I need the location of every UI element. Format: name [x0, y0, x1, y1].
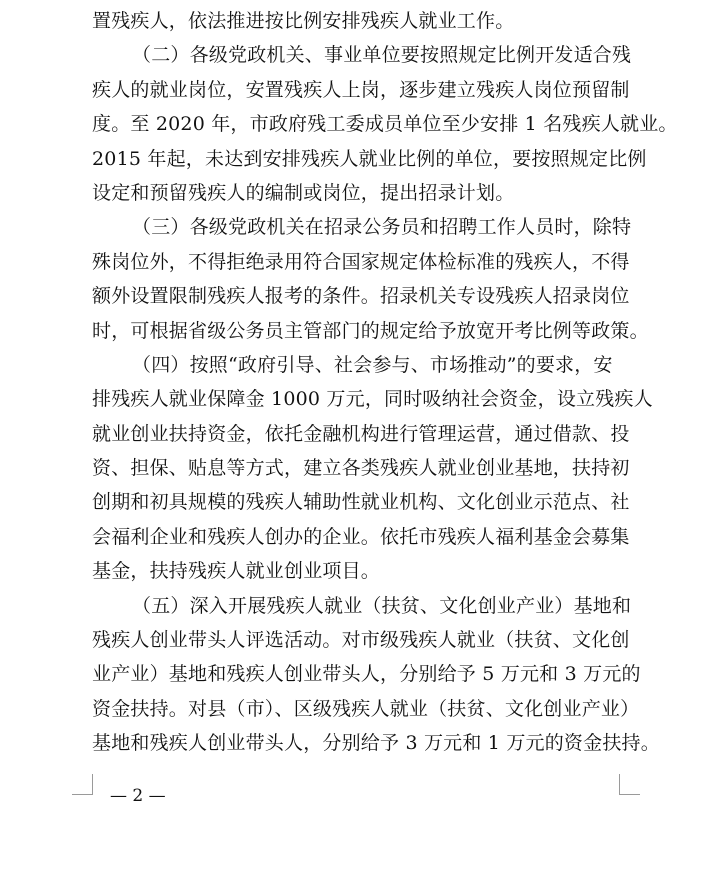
text-line: 残疾人创业带头人评选活动。对市级残疾人就业（扶贫、文化创 — [92, 629, 630, 652]
paragraph-start-line: （三）各级党政机关在招录公务员和招聘工作人员时，除特 — [132, 216, 632, 239]
text-line: 额外设置限制残疾人报考的条件。招录机关专设残疾人招录岗位 — [92, 285, 630, 308]
text-line: 业产业）基地和残疾人创业带头人，分别给予 5 万元和 3 万元的 — [92, 663, 641, 686]
text-line: 疾人的就业岗位，安置残疾人上岗，逐步建立残疾人岗位预留制 — [92, 78, 630, 101]
text-line: 创期和初具规模的残疾人辅助性就业机构、文化创业示范点、社 — [92, 491, 630, 514]
text-line: 时，可根据省级公务员主管部门的规定给予放宽开考比例等政策。 — [92, 319, 649, 342]
margin-corner-right — [619, 774, 640, 795]
text-line: 基金，扶持残疾人就业创业项目。 — [92, 560, 381, 583]
text-line: 设定和预留残疾人的编制或岗位，提出招录计划。 — [92, 181, 515, 204]
text-line: 基地和残疾人创业带头人，分别给予 3 万元和 1 万元的资金扶持。 — [92, 732, 660, 755]
text-line: 置残疾人，依法推进按比例安排残疾人就业工作。 — [92, 10, 515, 32]
paragraph-start-line: （二）各级党政机关、事业单位要按照规定比例开发适合残 — [132, 44, 632, 67]
text-line: 度。至 2020 年，市政府残工委成员单位至少安排 1 名残疾人就业。 — [92, 113, 678, 136]
text-line: 资、担保、贴息等方式，建立各类残疾人就业创业基地，扶持初 — [92, 457, 630, 480]
document-body — [92, 4, 678, 761]
paragraph-start-line: （五）深入开展残疾人就业（扶贫、文化创业产业）基地和 — [132, 594, 632, 617]
text-line: 会福利企业和残疾人创办的企业。依托市残疾人福利基金会募集 — [92, 525, 630, 548]
page-number: — 2 — — [110, 786, 166, 806]
text-line: 资金扶持。对县（市）、区级残疾人就业（扶贫、文化创业产业） — [92, 697, 640, 720]
margin-corner-left — [72, 774, 93, 795]
text-line: 就业创业扶持资金，依托金融机构进行管理运营，通过借款、投 — [92, 422, 630, 445]
text-line: 排残疾人就业保障金 1000 万元，同时吸纳社会资金，设立残疾人 — [92, 388, 653, 411]
paragraph-start-line: （四）按照“政府引导、社会参与、市场推动”的要求，安 — [132, 353, 613, 376]
text-line: 2015 年起，未达到安排残疾人就业比例的单位，要按照规定比例 — [92, 147, 647, 170]
text-line: 殊岗位外，不得拒绝录用符合国家规定体检标准的残疾人，不得 — [92, 250, 630, 273]
